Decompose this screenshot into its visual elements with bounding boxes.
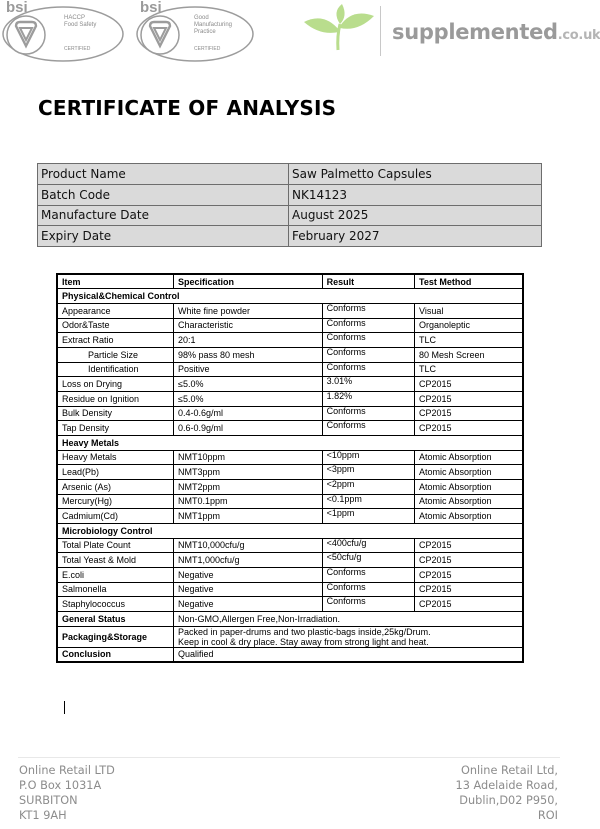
table-row bbox=[57, 582, 523, 597]
test-method-cell: Atomic Absorption bbox=[415, 479, 523, 494]
specification-cell: NMT0.1ppm bbox=[174, 494, 323, 509]
info-value: Saw Palmetto Capsules bbox=[289, 164, 542, 185]
section-title: Heavy Metals bbox=[57, 435, 523, 450]
test-method-cell: TLC bbox=[415, 362, 523, 377]
address-line: Online Retail LTD bbox=[19, 764, 115, 777]
address-line: KT1 9AH bbox=[19, 809, 67, 822]
item-cell: Odor&Taste bbox=[57, 318, 174, 333]
test-method-cell: CP2015 bbox=[415, 567, 523, 582]
specification-cell: Positive bbox=[174, 362, 323, 377]
table-header-row bbox=[57, 274, 523, 289]
section-row bbox=[57, 523, 523, 538]
result-cell: Conforms bbox=[322, 362, 414, 377]
summary-text: Packed in paper-drums and two plastic-bags inside,25kg/Drum. Keep in cool & dry place. Stay away from strong light and heat. bbox=[174, 626, 524, 647]
table-row bbox=[57, 465, 523, 480]
specification-cell: NMT10ppm bbox=[174, 450, 323, 465]
header-result: Result bbox=[322, 274, 414, 289]
result-cell: <50cfu/g bbox=[322, 553, 414, 568]
specification-cell: NMT1ppm bbox=[174, 509, 323, 524]
info-row bbox=[38, 226, 542, 247]
specification-cell: NMT10,000cfu/g bbox=[174, 538, 323, 553]
result-cell: <3ppm bbox=[322, 465, 414, 480]
specification-cell: ≤5.0% bbox=[174, 391, 323, 406]
test-method-cell: Atomic Absorption bbox=[415, 509, 523, 524]
test-method-cell: CP2015 bbox=[415, 553, 523, 568]
specification-cell: Characteristic bbox=[174, 318, 323, 333]
specification-cell: NMT1,000cfu/g bbox=[174, 553, 323, 568]
result-cell: Conforms bbox=[322, 582, 414, 597]
item-cell: Lead(Pb) bbox=[57, 465, 174, 480]
section-title: Physical&Chemical Control bbox=[57, 289, 523, 304]
bsi-haccp-badge bbox=[2, 2, 124, 62]
result-cell: <10ppm bbox=[322, 450, 414, 465]
section-row bbox=[57, 435, 523, 450]
item-cell: Appearance bbox=[57, 303, 174, 318]
summary-label: Packaging&Storage bbox=[57, 626, 174, 647]
result-cell: Conforms bbox=[322, 333, 414, 348]
result-cell: <0.1ppm bbox=[322, 494, 414, 509]
info-row bbox=[38, 205, 542, 226]
item-cell: Loss on Drying bbox=[57, 377, 174, 392]
badge-certified: CERTIFIED bbox=[194, 46, 221, 52]
header-item: Item bbox=[57, 274, 174, 289]
result-cell: Conforms bbox=[322, 567, 414, 582]
item-cell: Identification bbox=[57, 362, 174, 377]
specification-cell: Negative bbox=[174, 597, 323, 612]
bsi-brand: bsi bbox=[6, 0, 28, 16]
item-cell: Bulk Density bbox=[57, 406, 174, 421]
table-row bbox=[57, 479, 523, 494]
address-line: ROI bbox=[537, 809, 558, 822]
address-line: Online Retail Ltd, bbox=[460, 764, 558, 777]
header-test-method: Test Method bbox=[415, 274, 523, 289]
test-method-cell: Atomic Absorption bbox=[415, 494, 523, 509]
test-method-cell: CP2015 bbox=[415, 597, 523, 612]
table-row bbox=[57, 553, 523, 568]
specification-cell: ≤5.0% bbox=[174, 377, 323, 392]
item-cell: Total Plate Count bbox=[57, 538, 174, 553]
result-cell: <2ppm bbox=[322, 479, 414, 494]
text-cursor bbox=[64, 701, 65, 714]
footer-address-roi bbox=[456, 763, 558, 823]
item-cell: Staphylococcus bbox=[57, 597, 174, 612]
test-method-cell: Visual bbox=[415, 303, 523, 318]
specification-cell: NMT2ppm bbox=[174, 479, 323, 494]
info-row bbox=[38, 184, 542, 205]
info-row bbox=[38, 164, 542, 185]
summary-text: Non-GMO,Allergen Free,Non-Irradiation. bbox=[174, 611, 524, 626]
specification-cell: Negative bbox=[174, 567, 323, 582]
table-row bbox=[57, 303, 523, 318]
summary-row bbox=[57, 626, 523, 647]
test-method-cell: Atomic Absorption bbox=[415, 450, 523, 465]
test-method-cell: TLC bbox=[415, 333, 523, 348]
test-method-cell: CP2015 bbox=[415, 582, 523, 597]
badge-line: Manufacturing bbox=[194, 22, 233, 28]
table-row bbox=[57, 450, 523, 465]
address-line: SURBITON bbox=[19, 794, 78, 807]
table-row bbox=[57, 391, 523, 406]
specification-cell: Negative bbox=[174, 582, 323, 597]
info-label: Expiry Date bbox=[38, 226, 289, 247]
specification-cell: 20:1 bbox=[174, 333, 323, 348]
summary-row bbox=[57, 647, 523, 662]
leaf-sprout-icon bbox=[300, 2, 380, 64]
section-title: Microbiology Control bbox=[57, 523, 523, 538]
item-cell: E.coli bbox=[57, 567, 174, 582]
summary-text: Qualified bbox=[174, 647, 524, 662]
result-cell: Conforms bbox=[322, 318, 414, 333]
item-cell: Particle Size bbox=[57, 347, 174, 362]
item-cell: Cadmium(Cd) bbox=[57, 509, 174, 524]
badge-line: Good bbox=[194, 15, 209, 21]
document-header bbox=[0, 0, 600, 70]
item-cell: Mercury(Hg) bbox=[57, 494, 174, 509]
address-line: 13 Adelaide Road, bbox=[455, 779, 558, 792]
badge-certified: CERTIFIED bbox=[64, 46, 91, 52]
test-method-cell: CP2015 bbox=[415, 391, 523, 406]
address-line: P.O Box 1031A bbox=[19, 779, 102, 792]
brand-wordmark: supplemented.co.uk bbox=[392, 20, 600, 44]
table-row bbox=[57, 333, 523, 348]
bsi-gmp-badge bbox=[136, 2, 254, 62]
test-method-cell: 80 Mesh Screen bbox=[415, 347, 523, 362]
result-cell: Conforms bbox=[322, 421, 414, 436]
badge-line: HACCP bbox=[64, 15, 86, 21]
test-method-cell: CP2015 bbox=[415, 377, 523, 392]
table-row bbox=[57, 362, 523, 377]
info-label: Batch Code bbox=[38, 184, 289, 205]
badge-line: Practice bbox=[194, 29, 216, 35]
badge-line: Food Safety bbox=[64, 22, 97, 28]
summary-label: General Status bbox=[57, 611, 174, 626]
section-row bbox=[57, 289, 523, 304]
result-cell: <1ppm bbox=[322, 509, 414, 524]
item-cell: Tap Density bbox=[57, 421, 174, 436]
result-cell: <400cfu/g bbox=[322, 538, 414, 553]
info-value: February 2027 bbox=[289, 226, 542, 247]
info-value: August 2025 bbox=[289, 205, 542, 226]
test-method-cell: CP2015 bbox=[415, 538, 523, 553]
test-method-cell: Atomic Absorption bbox=[415, 465, 523, 480]
bsi-brand: bsi bbox=[140, 0, 162, 16]
item-cell: Salmonella bbox=[57, 582, 174, 597]
result-cell: Conforms bbox=[322, 597, 414, 612]
result-cell: Conforms bbox=[322, 347, 414, 362]
table-row bbox=[57, 421, 523, 436]
specification-cell: 98% pass 80 mesh bbox=[174, 347, 323, 362]
info-value: NK14123 bbox=[289, 184, 542, 205]
page-title: CERTIFICATE OF ANALYSIS bbox=[38, 96, 337, 120]
test-method-cell: CP2015 bbox=[415, 421, 523, 436]
supplemented-logo bbox=[300, 2, 600, 64]
address-line: Dublin,D02 P950, bbox=[459, 794, 558, 807]
footer-divider bbox=[18, 757, 560, 758]
specification-cell: White fine powder bbox=[174, 303, 323, 318]
table-row bbox=[57, 406, 523, 421]
table-row bbox=[57, 494, 523, 509]
item-cell: Heavy Metals bbox=[57, 450, 174, 465]
table-row bbox=[57, 347, 523, 362]
result-cell: 1.82% bbox=[322, 391, 414, 406]
table-row bbox=[57, 538, 523, 553]
analysis-table bbox=[56, 273, 524, 663]
logo-divider bbox=[380, 6, 381, 56]
result-cell: Conforms bbox=[322, 303, 414, 318]
footer-address-uk bbox=[19, 763, 115, 823]
item-cell: Arsenic (As) bbox=[57, 479, 174, 494]
table-row bbox=[57, 567, 523, 582]
test-method-cell: Organoleptic bbox=[415, 318, 523, 333]
table-row bbox=[57, 597, 523, 612]
result-cell: Conforms bbox=[322, 406, 414, 421]
item-cell: Extract Ratio bbox=[57, 333, 174, 348]
info-label: Manufacture Date bbox=[38, 205, 289, 226]
summary-label: Conclusion bbox=[57, 647, 174, 662]
result-cell: 3.01% bbox=[322, 377, 414, 392]
summary-row bbox=[57, 611, 523, 626]
item-cell: Residue on Ignition bbox=[57, 391, 174, 406]
table-row bbox=[57, 509, 523, 524]
table-row bbox=[57, 377, 523, 392]
item-cell: Total Yeast & Mold bbox=[57, 553, 174, 568]
specification-cell: 0.4-0.6g/ml bbox=[174, 406, 323, 421]
test-method-cell: CP2015 bbox=[415, 406, 523, 421]
table-row bbox=[57, 318, 523, 333]
specification-cell: 0.6-0.9g/ml bbox=[174, 421, 323, 436]
info-label: Product Name bbox=[38, 164, 289, 185]
product-info-table bbox=[37, 163, 542, 247]
header-specification: Specification bbox=[174, 274, 323, 289]
specification-cell: NMT3ppm bbox=[174, 465, 323, 480]
